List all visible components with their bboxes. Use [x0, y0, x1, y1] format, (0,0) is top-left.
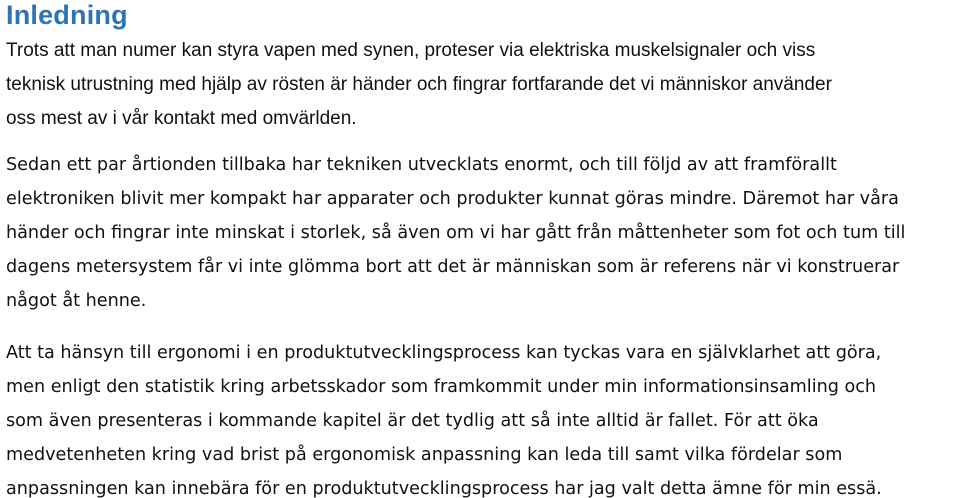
paragraph-line: som även presenteras i kommande kapitel är det tydlig att så inte alltid är fallet. För att öka: [6, 411, 819, 431]
paragraph-line: Att ta hänsyn till ergonomi i en produktutvecklingsprocess kan tyckas vara en självklarhet att göra,: [6, 343, 882, 363]
paragraph-line: dagens metersystem får vi inte glömma bort att det är människan som är referens när vi konstruerar: [6, 257, 900, 277]
paragraph-line: medvetenheten kring vad brist på ergonomisk anpassning kan leda till samt vilka fördelar som: [6, 445, 843, 465]
paragraph-line: elektroniken blivit mer kompakt har apparater och produkter kunnat göras mindre. Däremot har våra: [6, 189, 899, 209]
paragraph-line: men enligt den statistik kring arbetsskador som framkommit under min informationsinsamling och: [6, 377, 877, 397]
paragraph-line: Trots att man numer kan styra vapen med synen, proteser via elektriska muskelsignaler och viss: [6, 40, 816, 61]
paragraph-intro: [6, 34, 956, 136]
paragraph-line: Sedan ett par årtionden tillbaka har tekniken utvecklats enormt, och till följd av att framförallt: [6, 155, 837, 175]
paragraph-ergonomics: [6, 336, 956, 498]
paragraph-line: teknisk utrustning med hjälp av rösten är händer och fingrar fortfarande det vi människor använder: [6, 74, 832, 95]
section-heading: Inledning: [6, 0, 128, 30]
paragraph-line: något åt henne.: [6, 291, 147, 311]
paragraph-technology: [6, 148, 956, 318]
paragraph-line: händer och fingrar inte minskat i storlek, så även om vi har gått från måttenheter som fot och tum till: [6, 223, 906, 243]
paragraph-line: oss mest av i vår kontakt med omvärlden.: [6, 108, 357, 129]
paragraph-line: anpassningen kan innebära för en produktutvecklingsprocess har jag valt detta ämne för min essä.: [6, 479, 882, 498]
